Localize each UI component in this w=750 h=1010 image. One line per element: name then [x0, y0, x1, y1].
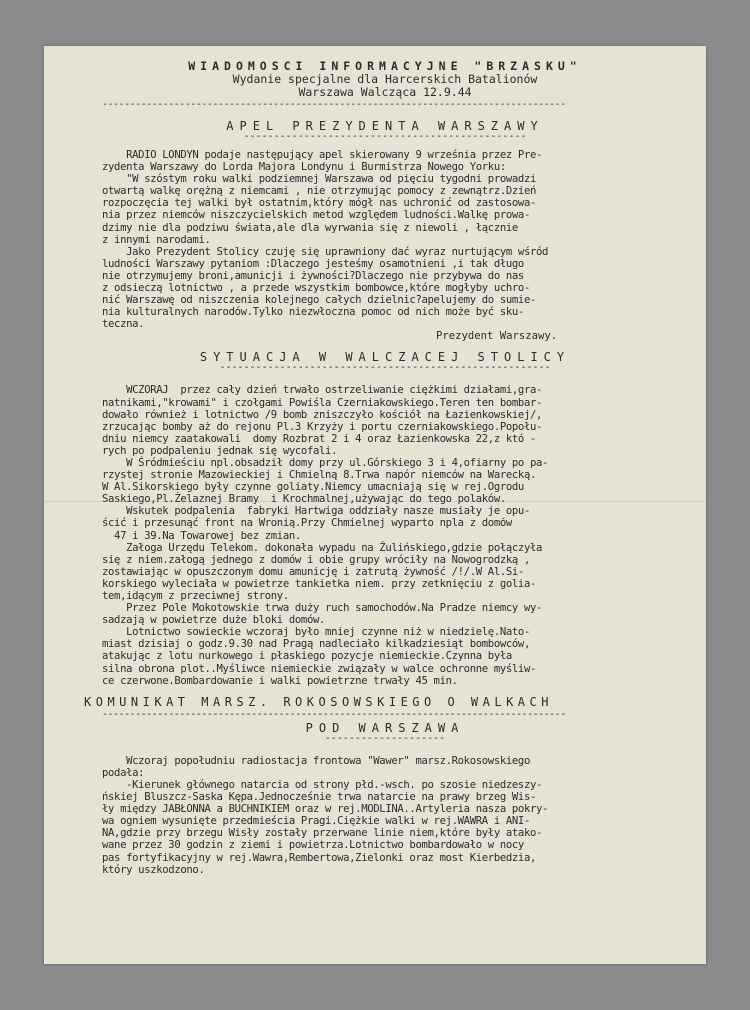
newsletter-title: WIADOMOSCI INFORMACYJNE "BRZASKU": [188, 59, 582, 73]
section-title-sytuacja: SYTUACJA W WALCZACEJ STOLICY -------------------------------------------------------: [199, 350, 571, 374]
divider-rule: ------------------------------------------------------------------------------------: [102, 708, 566, 720]
paper-fold-line: [44, 501, 706, 502]
section-body-komunikat: Wczoraj popołudniu radiostacja frontowa "Wawer" marsz.Rokosowskiego podała: -Kierunek głównego natarcia od strony płd.-wsch. po szosie niedzeszy- ńskiej Bluszcz-Saska Kępa.Jednocześnie trwa natarcie na prawy brzeg Wis- ły między JABŁONNA a BUCHNIKIEM oraz w rej.MODLINA..Artyleria nasza pokry- wa ogniem wysunięte przedmieścia Pragi.Ciężkie walki w rej.WAWRA i ANI- NA,gdzie przy brzegu Wisły zostały przerwane linie niem,które były atako- wane przez 30 godzin z ziemi i powietrza.Lotnictwo bombardowało w nocy pas fortyfikacyjny w rej.Wawra,Rembertowa,Zielonki oraz most Kierbedzia, który uszkodzono.: [102, 754, 549, 876]
section-body-sytuacja: WCZORAJ przez cały dzień trwało ostrzeliwanie ciężkimi działami,gra- natnikami,"krowami" i czołgami Powiśla Czerniakowskiego.Teren ten bombar- dowało również i lotnictwo /9 bomb zniszczyło kościół na Łazienkowskiej/, zrzucając bomby aż do rejonu Pl.3 Krzyży i portu czerniakowskiego.Popołu- dniu niemcy zaatakowali domy Rozbrat 2 i 4 oraz Łazienkowska 22,z któ - rych po podpaleniu jednak się wycofali. W Śródmieściu npl.obsadził domy przy ul.Górskiego 3 i 4,ofiarny po pa- rzystej stronie Mazowieckiej i Chmielną 8.Trwa napór niemców na Warecką. W Al.Sikorskiego były czynne goliaty.Niemcy umacniają się w rej.Ogrodu Saskiego,Pl.Żelaznej Bramy i Krochmalnej,używając do tego polaków. Wskutek podpalenia fabryki Hartwiga oddziały nasze musiały je opu- ścić i przesunąć front na Wronią.Przy Chmielnej wyparto npla z domów 47 i 39.Na Towarowej bez zmian. Załoga Urzędu Telekom. dokonała wypadu na Żulińskiego,gdzie połączyła się z niem.załogą jednego z domów i obie grupy wróciły na Nowogrodzką , zostawiając w opuszczonym domu amunicję i zatrutą żywność /!/.W Al.Si- korskiego wyleciała w powietrze tankietka niem. przy zetknięciu z golia- tem,idącym z przeciwnej strony. Przez Pole Mokotowskie trwa duży ruch samochodów.Na Pradze niemcy wy- sadzają w powietrze duże bloki domów. Lotnictwo sowieckie wczoraj było mniej czynne niż w niedzielę.Nato- miast dzisiaj o godz.9.30 nad Pragą nadleciało kilkadziesiąt bombowców, atakując z lotu nurkowego i płaskiego pozycje niemieckie.Czynna była silna obrona plot..Myśliwce niemieckie związały w walce ochronne myśliw- ce czerwone.Bombardowanie i walki powietrzne trwały 45 min.: [102, 384, 549, 687]
section-body-apel: RADIO LONDYN podaje następujący apel skierowany 9 września przez Pre- zydenta Warszawy do Lorda Majora Londynu i Burmistrza Nowego Yorku: "W szóstym roku walki podziemnej Warszawa od pięciu tygodni prowadzi otwartą walkę orężną z niemcami , nie otrzymując pomocy z zewnątrz.Dzień rozpoczęcia tej walki był ostatnim,który mógł nas uchronić od zastosowa- nia przez niemców niszczycielskich metod względem ludności.Walkę prowa- dzimy nie dla podziwu świata,ale dla wyrwania się z niewoli , łącznie z innymi narodami. Jako Prezydent Stolicy czuję się uprawniony dać wyraz nurtującym wśród ludności Warszawy pytaniom :Dlaczego jesteśmy osamotnieni ,i tak długo nie otrzymujemy broni,amunicji i żywności?Dlaczego nie przybywa do nas z odsieczą lotnictwo , a przede wszystkim bombowce,które mogłyby uchro- nić Warszawę od niszczenia kolejnego całych dzielnic?apelujemy do sumie- nia kulturalnych narodów.Tylko niezwłoczna pomoc od nich może być sku- teczna.: [102, 149, 549, 331]
section-title-apel: APEL PREZYDENTA WARSZAWY -----------------------------------------------: [226, 119, 544, 142]
section-subtitle-komunikat: POD WARSZAWA --------------------: [305, 720, 465, 744]
signature: Prezydent Warszawy.: [436, 330, 558, 343]
document-header: [92, 60, 678, 99]
divider-rule: ------------------------------------------------------------------------------------: [102, 99, 566, 110]
newsletter-subtitle: Wydanie specjalne dla Harcerskich Batalionów: [232, 72, 538, 86]
place-date: Warszawa Walcząca 12.9.44: [298, 85, 472, 99]
document-page: [44, 46, 706, 964]
section-title-komunikat: KOMUNIKAT MARSZ. ROKOSOWSKIEGO O WALKACH: [84, 694, 553, 709]
